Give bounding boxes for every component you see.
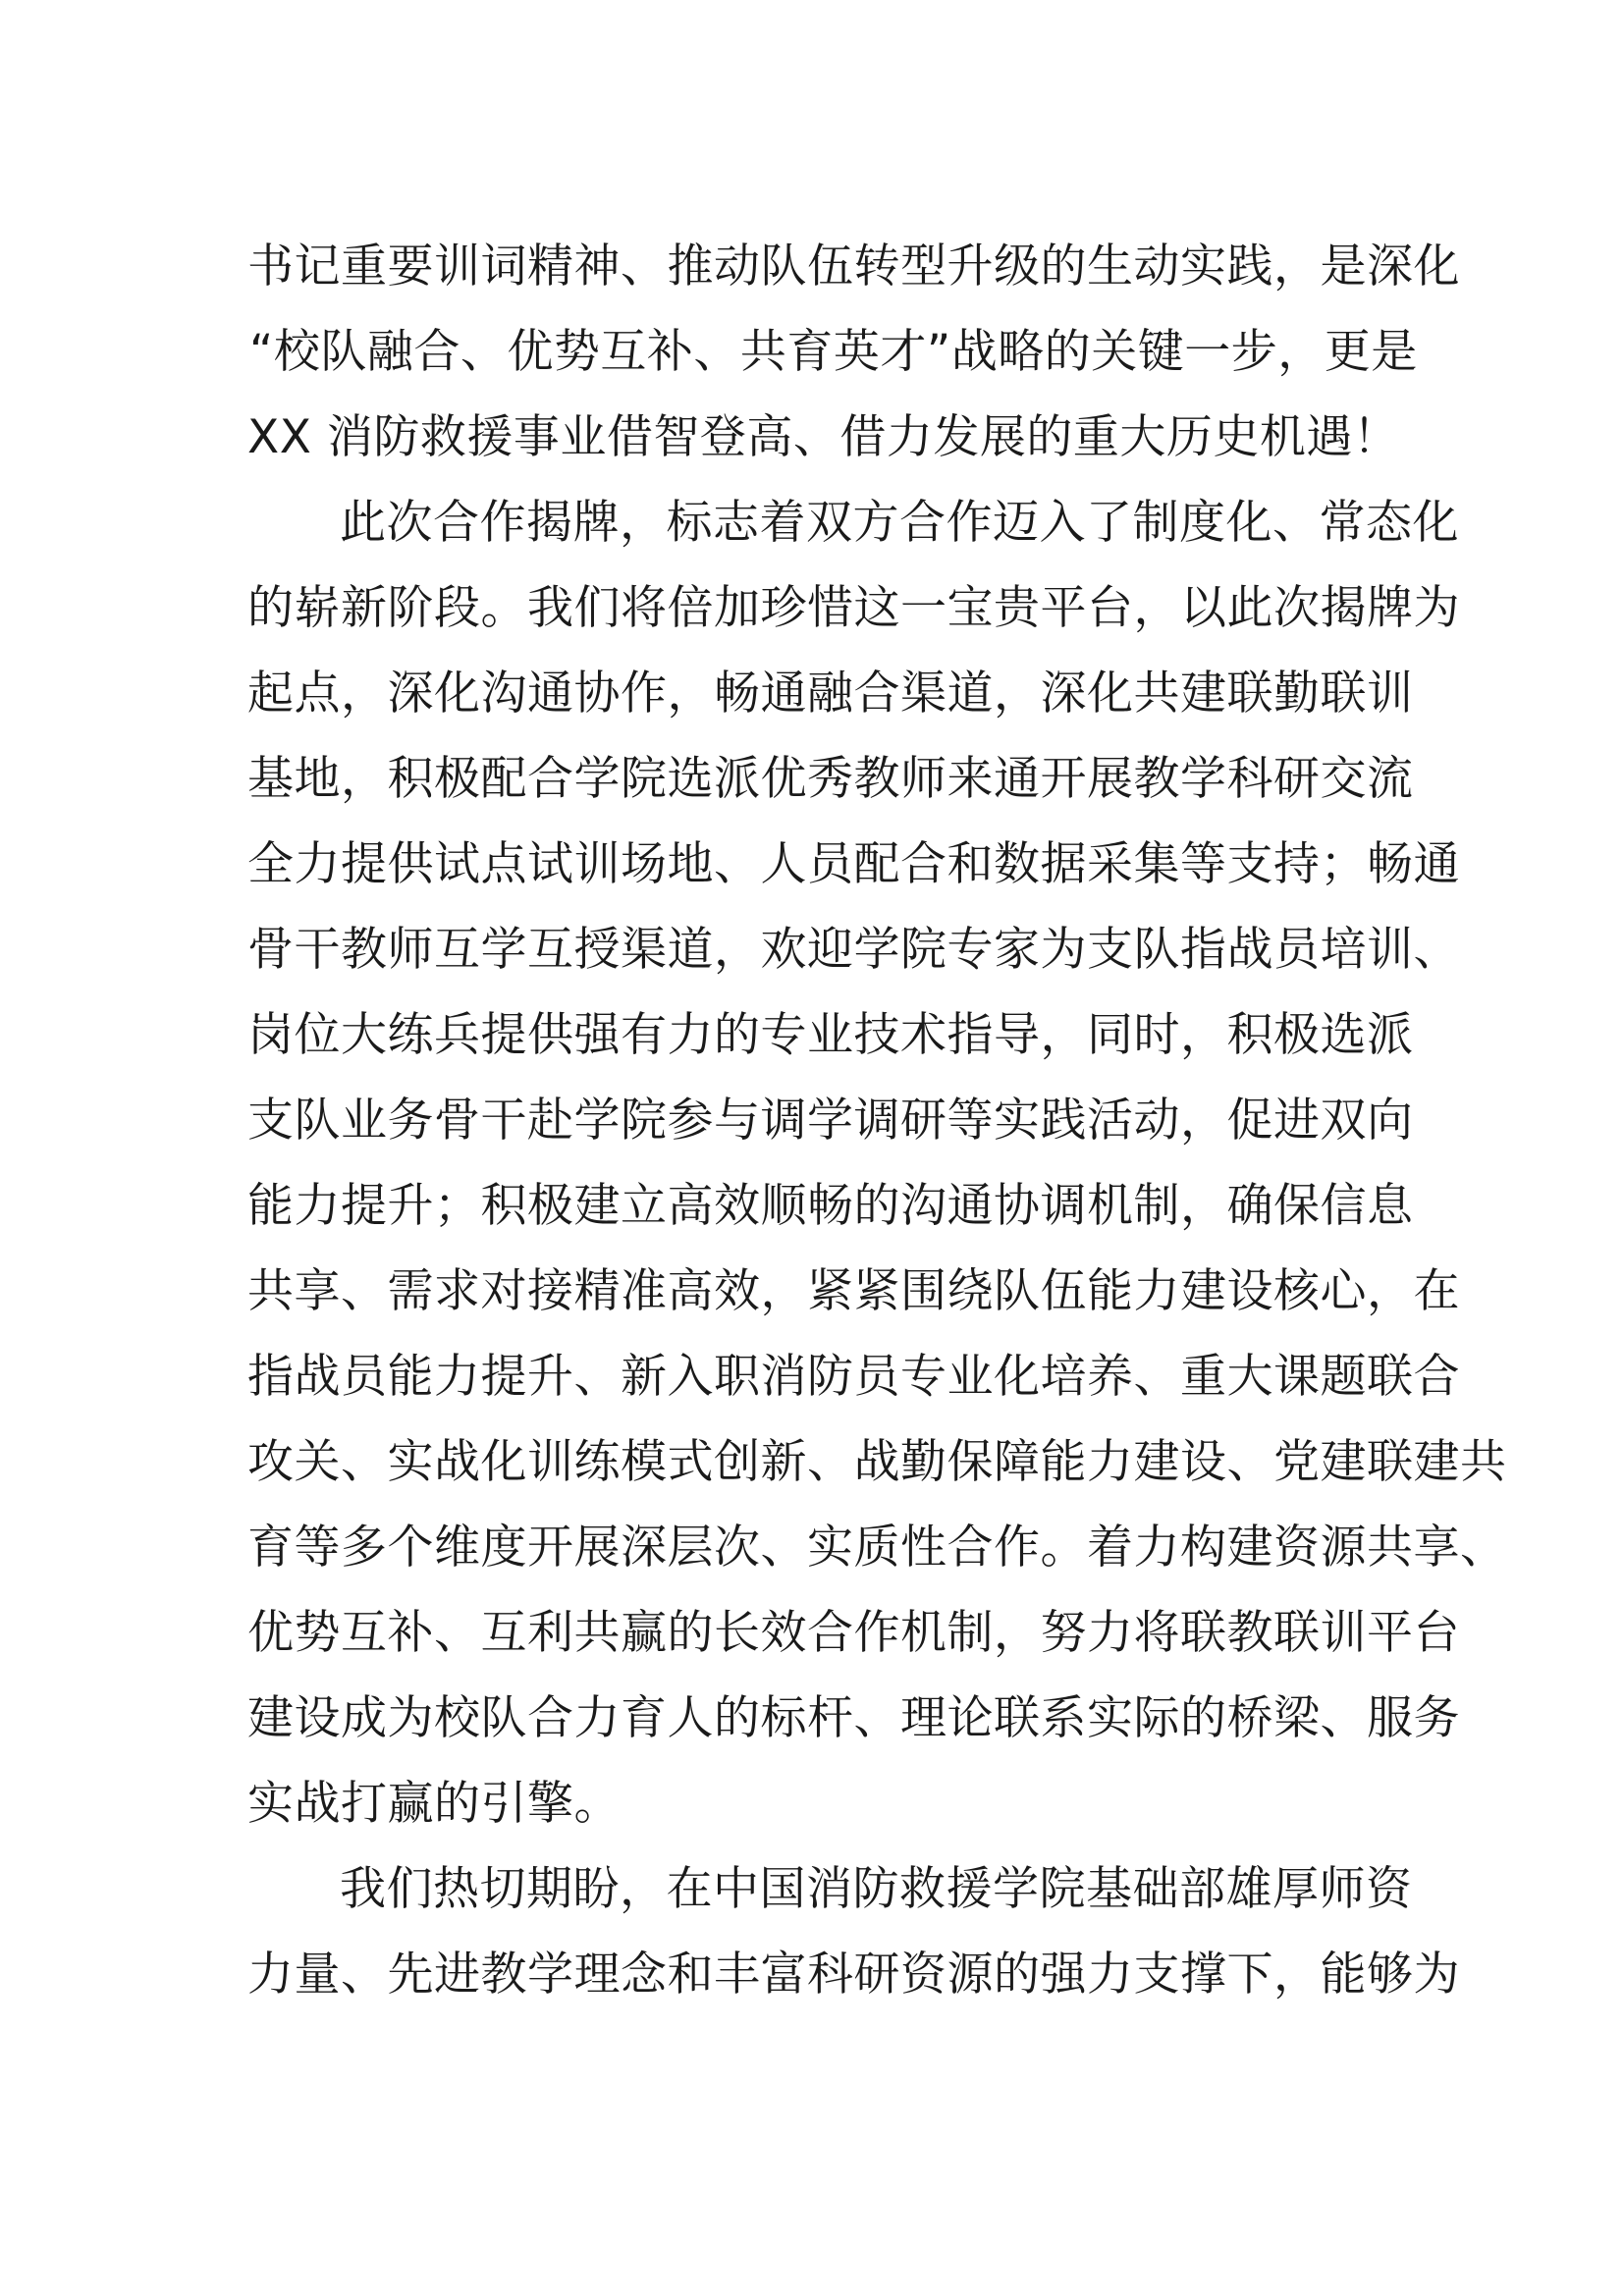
text-line: 共享、需求对接精准高效，紧紧围绕队伍能力建设核心，在	[247, 1264, 1460, 1318]
text-line: 实战打赢的引擎。	[247, 1777, 621, 1831]
text-line: 育等多个维度开展深层次、实质性合作。着力构建资源共享、	[247, 1521, 1507, 1575]
text-line: 全力提供试点试训场地、人员配合和数据采集等支持；畅通	[247, 837, 1460, 891]
text-line: 力量、先进教学理念和丰富科研资源的强力支撑下，能够为	[247, 1948, 1460, 2002]
text-line: 能力提升；积极建立高效顺畅的沟通协调机制，确保信息	[247, 1179, 1414, 1233]
text-line: 建设成为校队合力育人的标杆、理论联系实际的桥梁、服务	[247, 1691, 1460, 1745]
text-line: 攻关、实战化训练模式创新、战勤保障能力建设、党建联建共	[247, 1435, 1507, 1489]
paragraph-start-line: 我们热切期盼，在中国消防救援学院基础部雄厚师资	[340, 1862, 1413, 1916]
text-line: 骨干教师互学互授渠道，欢迎学院专家为支队指战员培训、	[247, 923, 1460, 977]
text-line: 指战员能力提升、新入职消防员专业化培养、重大课题联合	[247, 1350, 1460, 1404]
text-line: XX 消防救援事业借智登高、借力发展的重大历史机遇！	[247, 410, 1400, 464]
text-line: 基地，积极配合学院选派优秀教师来通开展教学科研交流	[247, 752, 1414, 806]
body-text	[247, 224, 1507, 2017]
text-line: 的崭新阶段。我们将倍加珍惜这一宝贵平台，以此次揭牌为	[247, 581, 1460, 635]
text-line: 起点，深化沟通协作，畅通融合渠道，深化共建联勤联训	[247, 667, 1414, 721]
text-line: 书记重要训词精神、推动队伍转型升级的生动实践，是深化	[247, 240, 1460, 294]
text-line: 支队业务骨干赴学院参与调学调研等实践活动，促进双向	[247, 1094, 1414, 1148]
text-line: 岗位大练兵提供强有力的专业技术指导，同时，积极选派	[247, 1008, 1414, 1062]
text-line: 优势互补、互利共赢的长效合作机制，努力将联教联训平台	[247, 1606, 1460, 1660]
text-line: “校队融合、优势互补、共育英才”战略的关键一步，更是	[249, 325, 1418, 379]
paragraph-start-line: 此次合作揭牌，标志着双方合作迈入了制度化、常态化	[340, 496, 1459, 550]
